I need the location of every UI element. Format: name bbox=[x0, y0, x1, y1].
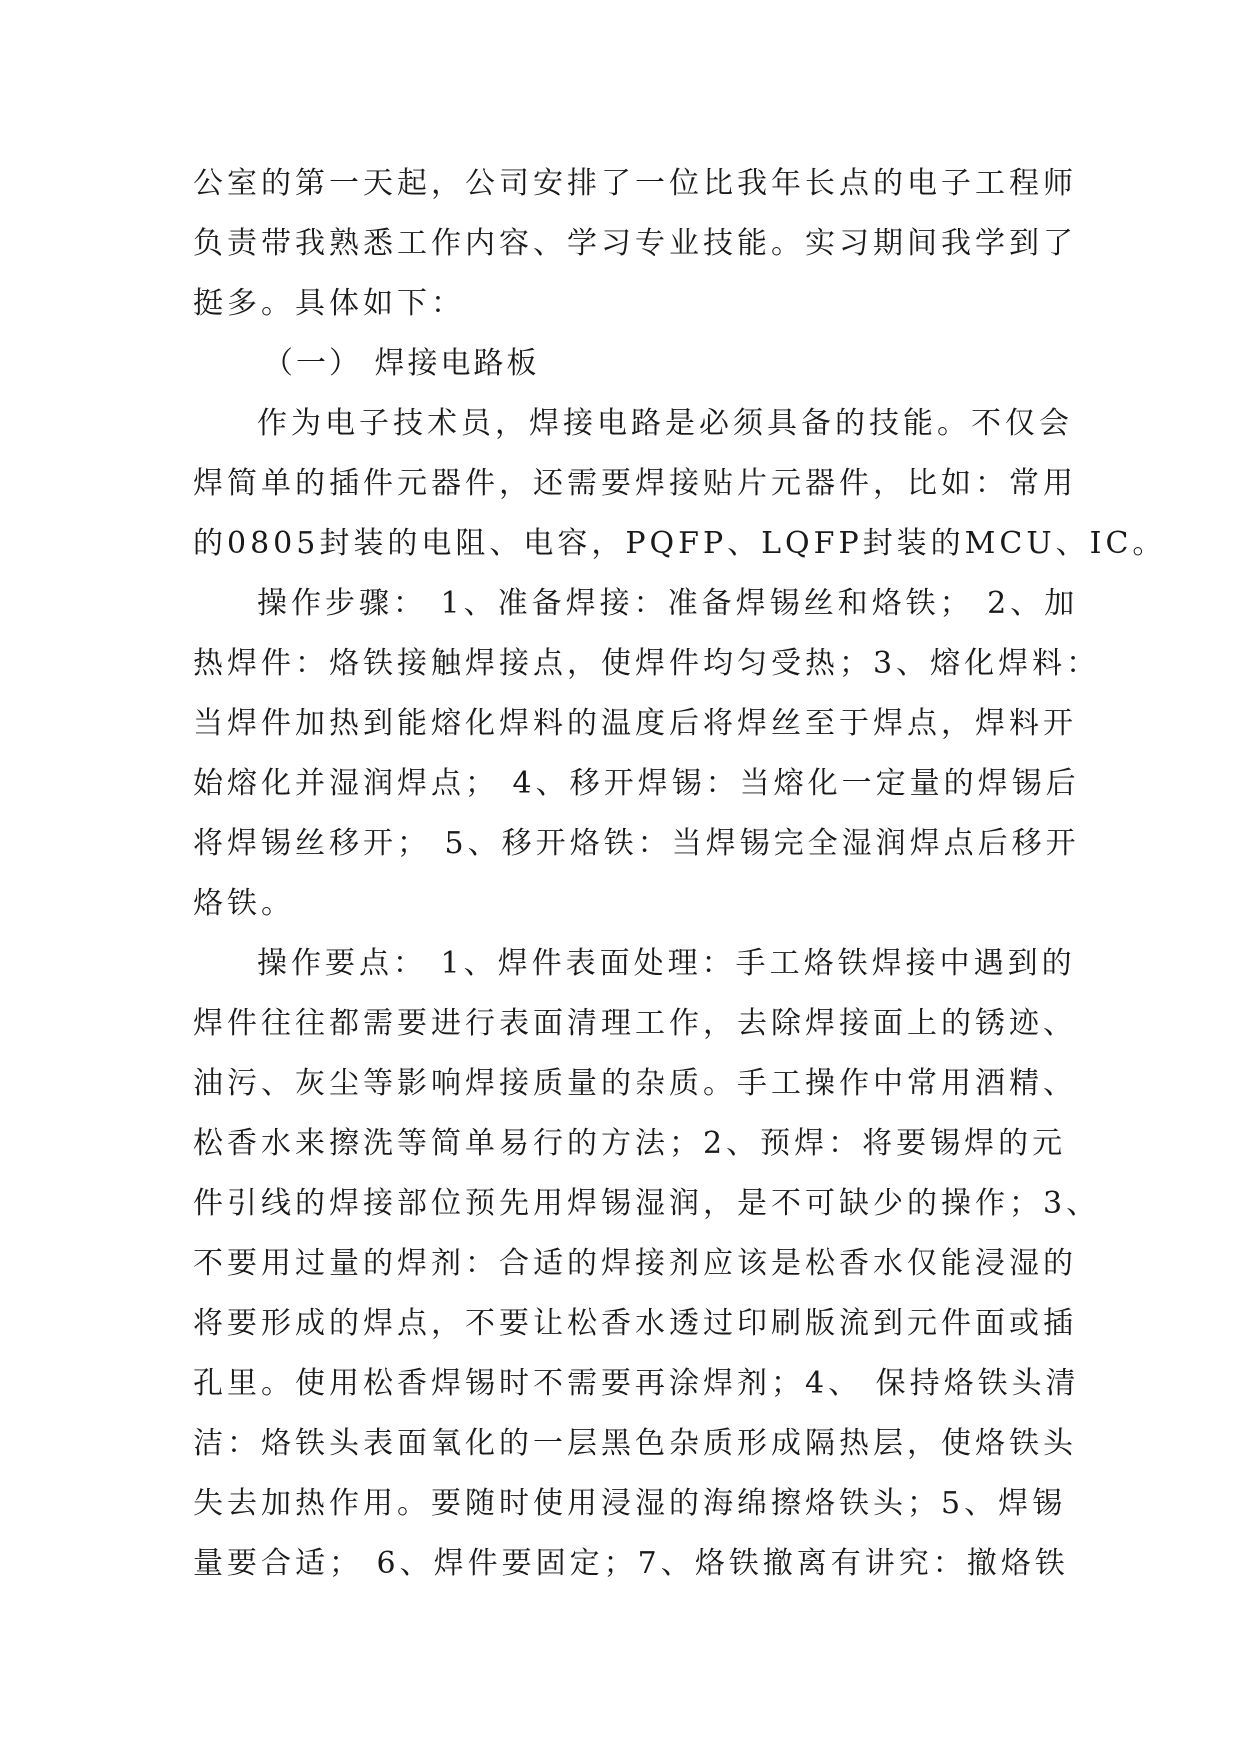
text-line: 当焊件加热到能熔化焊料的温度后将焊丝至于焊点，焊料开 bbox=[193, 706, 1077, 741]
text-line: 油污、灰尘等影响焊接质量的杂质。手工操作中常用酒精、 bbox=[193, 1066, 1077, 1101]
text-line: 量要合适； 6、焊件要固定；7、烙铁撤离有讲究：撤烙铁 bbox=[193, 1546, 1069, 1581]
text-line: 公室的第一天起，公司安排了一位比我年长点的电子工程师 bbox=[193, 166, 1077, 201]
text-line: 负责带我熟悉工作内容、学习专业技能。实习期间我学到了 bbox=[193, 226, 1077, 261]
text-line: 挺多。具体如下： bbox=[193, 286, 465, 321]
paragraph-start: 作为电子技术员，焊接电路是必须具备的技能。不仅会 bbox=[257, 406, 1073, 441]
text-line: 孔里。使用松香焊锡时不需要再涂焊剂；4、 保持烙铁头清 bbox=[193, 1366, 1080, 1401]
text-line: 不要用过量的焊剂：合适的焊接剂应该是松香水仅能浸湿的 bbox=[193, 1246, 1077, 1281]
paragraph-start: 操作步骤： 1、准备焊接：准备焊锡丝和烙铁； 2、加 bbox=[257, 586, 1079, 621]
text-line: 松香水来擦洗等简单易行的方法；2、预焊：将要锡焊的元 bbox=[193, 1126, 1067, 1161]
text-line: 将焊锡丝移开； 5、移开烙铁：当焊锡完全湿润焊点后移开 bbox=[193, 826, 1080, 861]
text-line: 焊简单的插件元器件，还需要焊接贴片元器件，比如：常用 bbox=[193, 466, 1077, 501]
body-text bbox=[193, 154, 1167, 1594]
section-heading: （一） 焊接电路板 bbox=[263, 346, 540, 381]
text-line: 将要形成的焊点，不要让松香水透过印刷版流到元件面或插 bbox=[193, 1306, 1077, 1341]
text-line: 焊件往往都需要进行表面清理工作，去除焊接面上的锈迹、 bbox=[193, 1006, 1077, 1041]
text-line: 洁：烙铁头表面氧化的一层黑色杂质形成隔热层，使烙铁头 bbox=[193, 1426, 1077, 1461]
text-line: 始熔化并湿润焊点； 4、移开焊锡：当熔化一定量的焊锡后 bbox=[193, 766, 1080, 801]
paragraph-start: 操作要点： 1、焊件表面处理：手工烙铁焊接中遇到的 bbox=[257, 946, 1076, 981]
text-line: 件引线的焊接部位预先用焊锡湿润，是不可缺少的操作；3、 bbox=[193, 1186, 1101, 1221]
text-line: 热焊件：烙铁接触焊接点，使焊件均匀受热；3、熔化焊料： bbox=[193, 646, 1101, 681]
text-line: 烙铁。 bbox=[193, 886, 295, 921]
text-line: 失去加热作用。要随时使用浸湿的海绵擦烙铁头；5、焊锡 bbox=[193, 1486, 1067, 1521]
text-line: 的0805封装的电阻、电容，PQFP、LQFP封装的MCU、IC。 bbox=[193, 526, 1167, 561]
